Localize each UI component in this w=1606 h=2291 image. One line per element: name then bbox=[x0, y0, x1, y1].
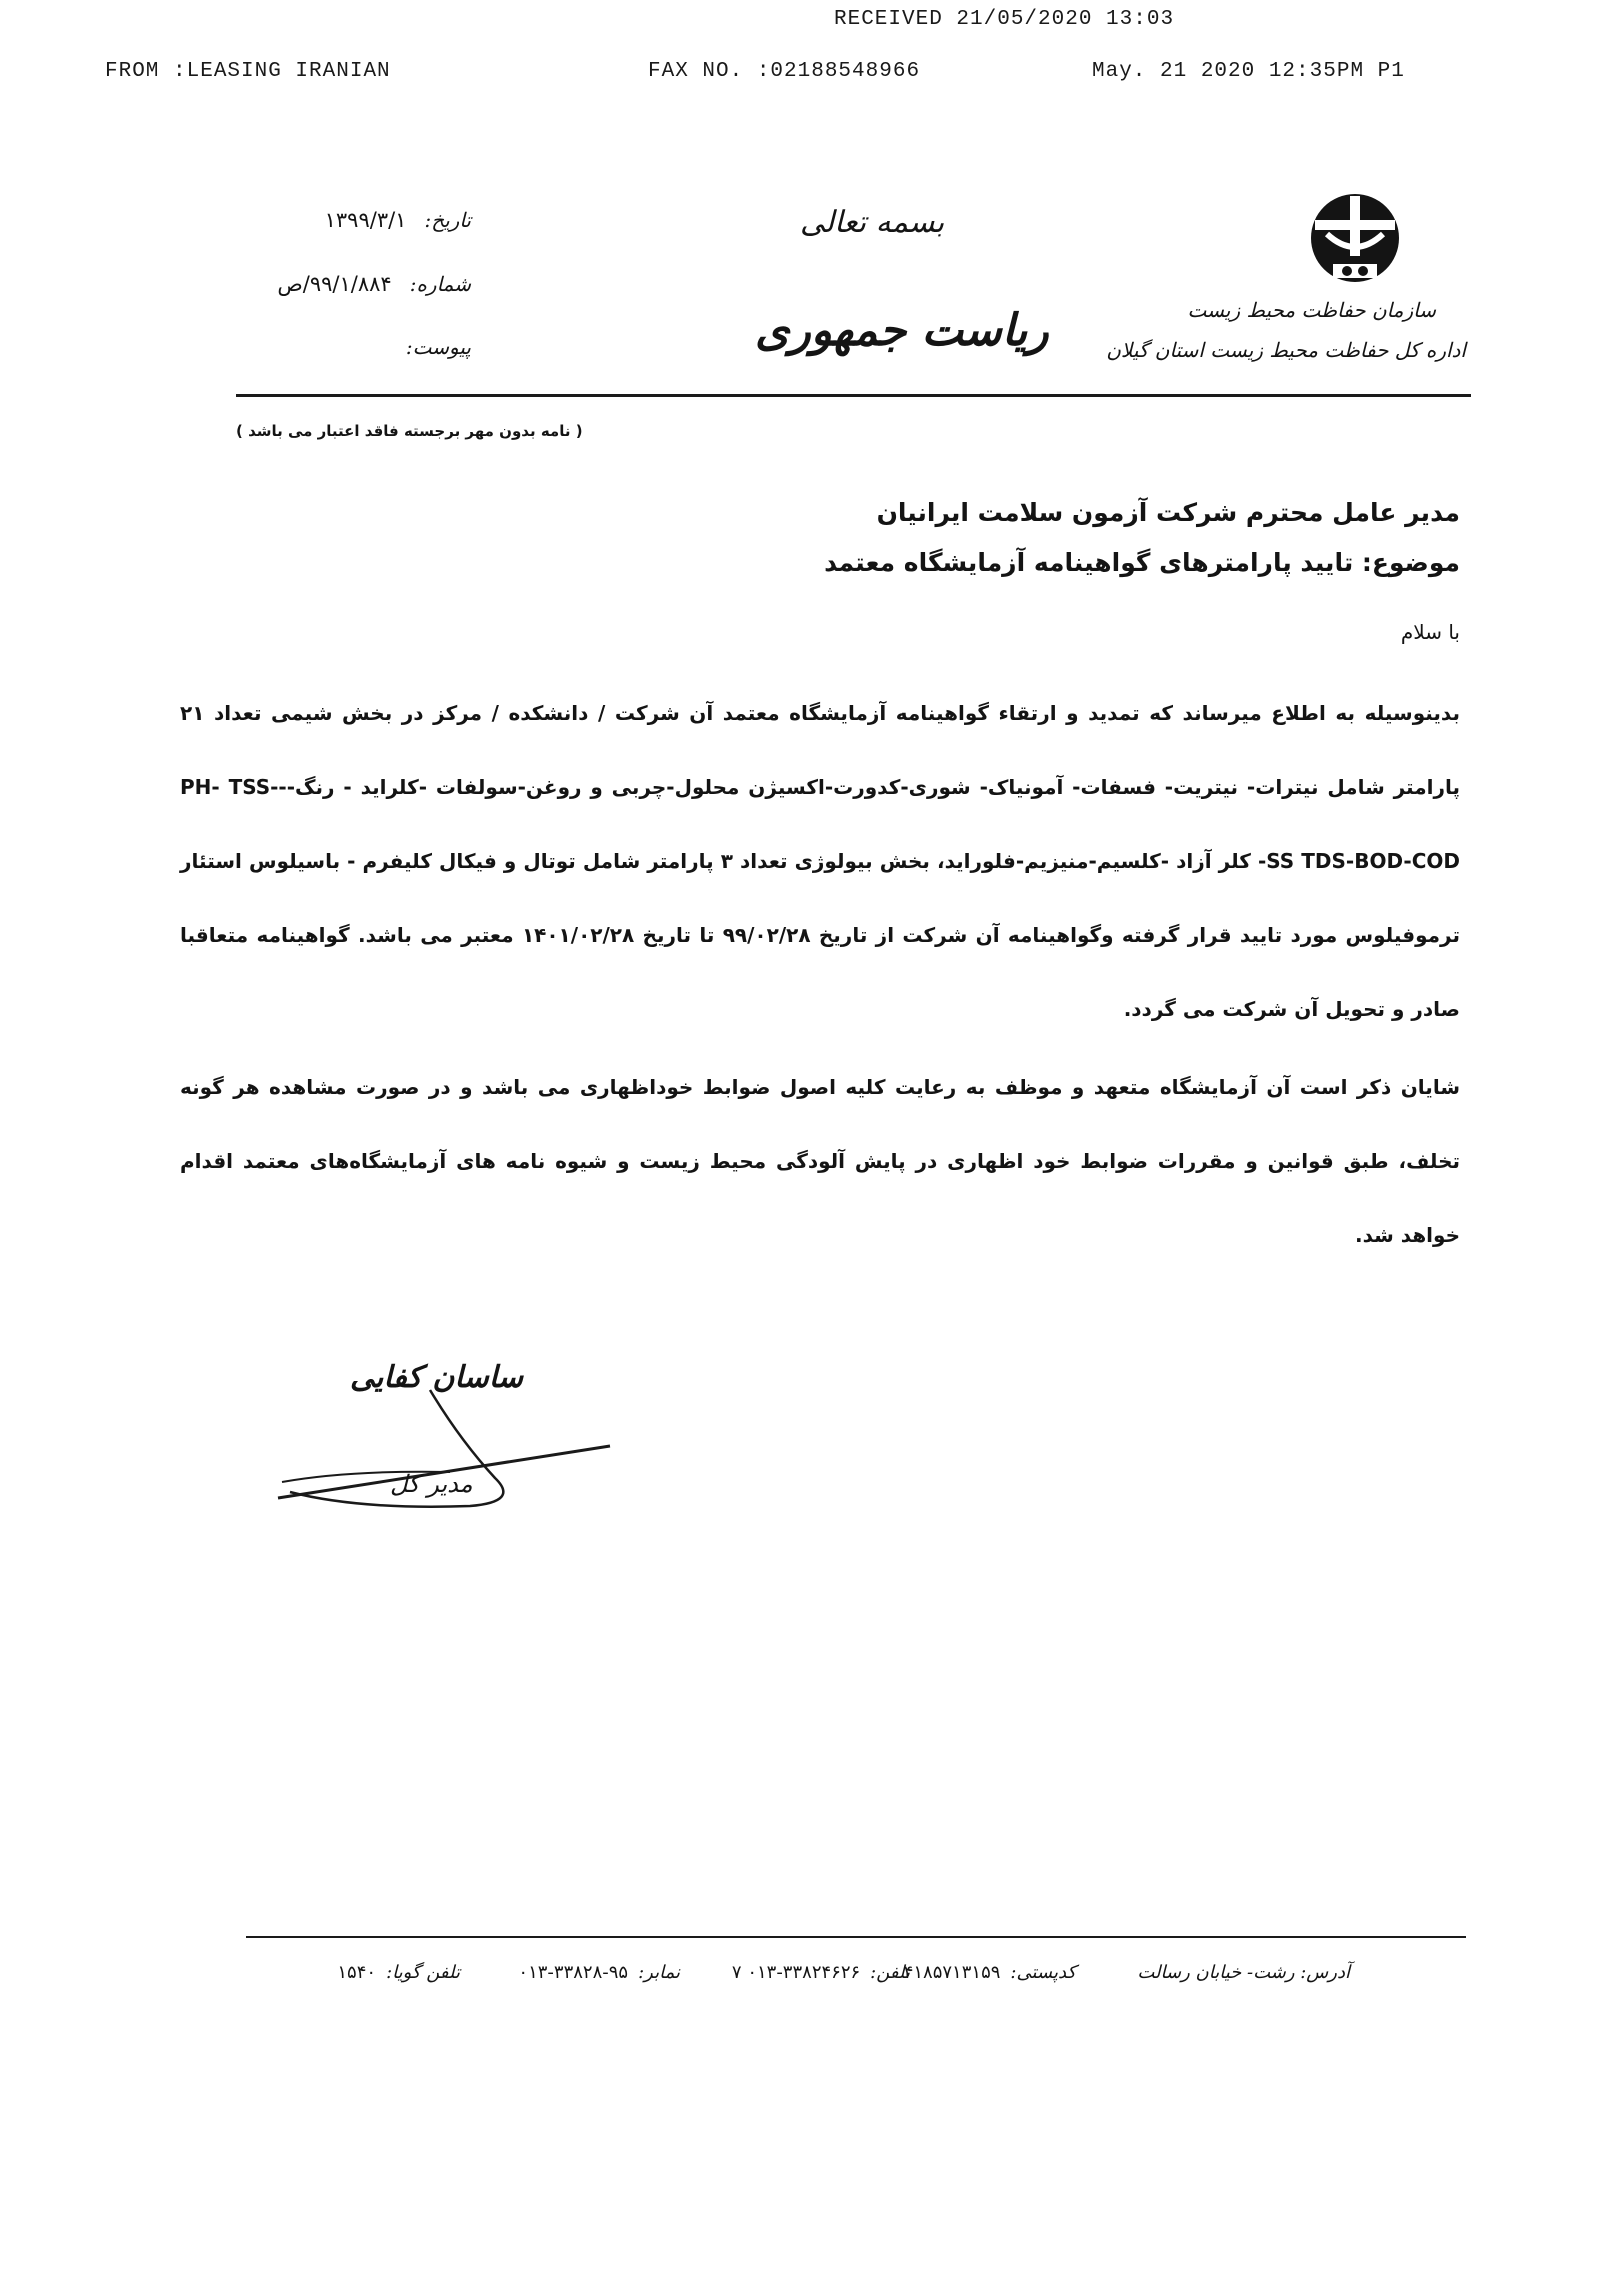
footer-address-label: آدرس: رشت- خیابان رسالت bbox=[1137, 1962, 1350, 1983]
signature-block bbox=[270, 1360, 630, 1530]
date-label: تاریخ: bbox=[424, 208, 471, 232]
footer-postal-value: ۴۱۸۵۷۱۳۱۵۹ bbox=[903, 1962, 1001, 1983]
number-value: ۹۹/۱/۸۸۴/ص bbox=[277, 272, 392, 296]
date-value: ۱۳۹۹/۳/۱ bbox=[324, 208, 407, 232]
footer-phone-value: ۰۱۳-۳۳۸۲۴۶۲۶ ۷ bbox=[731, 1962, 861, 1983]
letter-attachment bbox=[406, 335, 471, 359]
footer-divider bbox=[246, 1936, 1466, 1938]
footer-fax-value: ۰۱۳-۳۳۸۲۸-۹۵ bbox=[518, 1962, 629, 1983]
signatory-title: مدیر کل bbox=[390, 1470, 473, 1498]
fax-number: FAX NO. :02188548966 bbox=[648, 60, 921, 83]
footer-postal-label: کدپستی: bbox=[1010, 1962, 1076, 1983]
footer-hotline bbox=[337, 1962, 460, 1983]
fax-datetime: May. 21 2020 12:35PM P1 bbox=[1092, 60, 1405, 83]
stamp-notice: ( نامه بدون مهر برجسته فاقد اعتبار می باشد ) bbox=[236, 422, 583, 440]
greeting: با سلام bbox=[1400, 620, 1460, 644]
footer-hotline-value: ۱۵۴۰ bbox=[337, 1962, 377, 1983]
body-paragraph-1: بدینوسیله به اطلاع میرساند که تمدید و ارتقاء گواهینامه آزمایشگاه معتمد آن شرکت / دانشکده / مرکز در بخش شیمی تعداد ۲۱ پارامتر شامل نیترات- نیتریت- فسفات- آمونیاک- شوری-کدورت-اکسیژن محلول-چربی و روغن-سولفات -کلراید - رنگ--PH- TSS-SS TDS-BOD-COD- کلر آزاد -کلسیم-منیزیم-فلوراید، بخش بیولوژی تعداد ۳ پارامتر شامل توتال و فیکال کلیفرم - باسیلوس استئار ترموفیلوس مورد تایید قرار گرفته وگواهینامه آن شرکت از تاریخ ۹۹/۰۲/۲۸ تا تاریخ ۱۴۰۱/۰۲/۲۸ معتبر می باشد. گواهینامه متعاقبا صادر و تحویل آن شرکت می گردد. bbox=[180, 701, 1461, 1021]
doe-logo-icon bbox=[1305, 190, 1405, 290]
footer-phone-label: تلفن: bbox=[870, 1962, 910, 1983]
letter-date bbox=[325, 208, 471, 232]
subject: موضوع: تایید پارامترهای گواهینامه آزمایشگاه معتمد bbox=[824, 548, 1460, 577]
org-name-line1: سازمان حفاظت محیط زیست bbox=[1187, 298, 1436, 322]
footer-postal bbox=[904, 1962, 1076, 1983]
attachment-label: پیوست: bbox=[405, 335, 471, 359]
footer-phone bbox=[732, 1962, 910, 1983]
signatory-name: ساسان کفایی bbox=[350, 1360, 523, 1395]
number-label: شماره: bbox=[409, 272, 471, 296]
org-name-line2: اداره کل حفاظت محیط زیست استان گیلان bbox=[1106, 338, 1466, 362]
footer-fax bbox=[518, 1962, 680, 1983]
letter-number bbox=[277, 272, 471, 296]
header-divider bbox=[236, 394, 1471, 397]
presidency-title: ریاست جمهوری bbox=[755, 305, 1049, 356]
footer-fax-label: نمابر: bbox=[638, 1962, 680, 1983]
recipient: مدیر عامل محترم شرکت آزمون سلامت ایرانیان bbox=[876, 498, 1460, 527]
fax-from: FROM :LEASING IRANIAN bbox=[105, 60, 391, 83]
fax-received-stamp: RECEIVED 21/05/2020 13:03 bbox=[834, 8, 1175, 31]
footer-address bbox=[1137, 1962, 1350, 1983]
footer-hotline-label: تلفن گویا: bbox=[386, 1962, 460, 1983]
basmala: بسمه تعالی bbox=[800, 205, 945, 240]
body-paragraph-2: شایان ذکر است آن آزمایشگاه متعهد و موظف به رعایت کلیه اصول ضوابط خوداظهاری می باشد و در صورت مشاهده هر گونه تخلف، طبق قوانین و مقررات ضوابط خود اظهاری در پایش آلودگی محیط زیست و شیوه نامه های آزمایشگاه‌های معتمد اقدام خواهد شد. bbox=[180, 1075, 1460, 1247]
